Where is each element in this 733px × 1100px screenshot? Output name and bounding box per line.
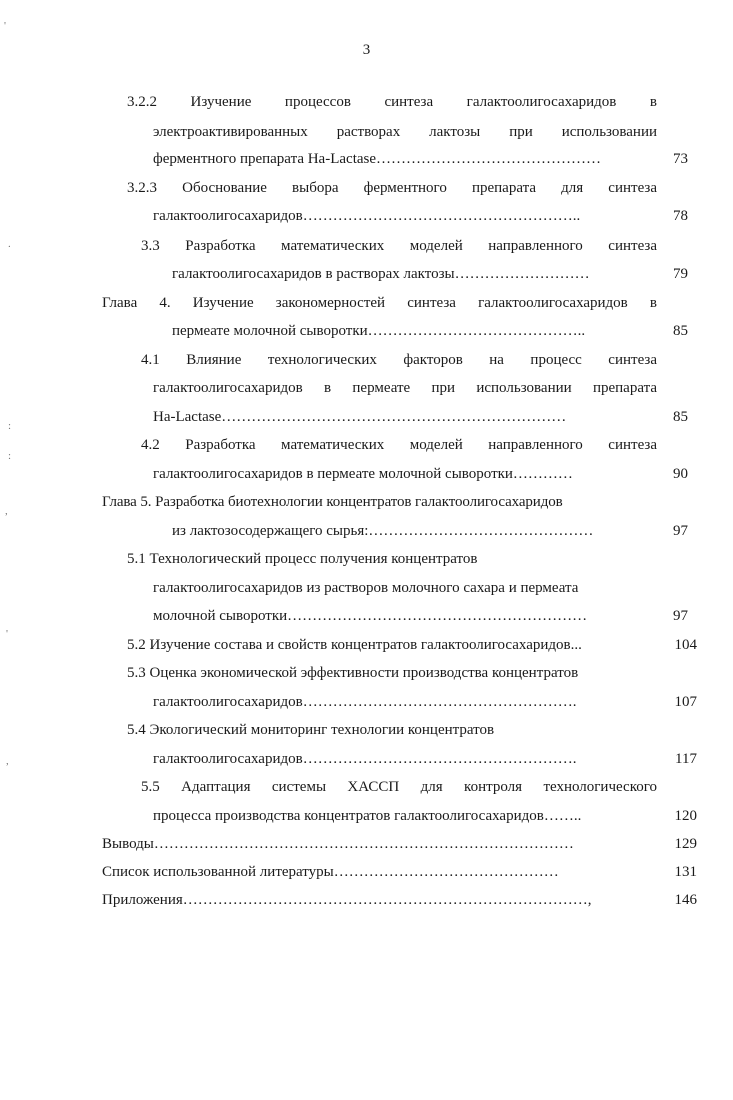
toc-line: 4.2 Разработка математических моделей направленного синтеза	[141, 437, 657, 453]
toc-line: 5.1 Технологический процесс получения концентратов	[127, 551, 478, 567]
scan-artifact: ,	[6, 755, 9, 767]
toc-line: 5.3 Оценка экономической эффективности производства концентратов	[127, 665, 579, 681]
toc-line: Глава 4. Изучение закономерностей синтеза галактоолигосахаридов в	[102, 295, 657, 311]
toc-page-number: 78	[673, 208, 688, 224]
toc-line: галактоолигосахаридов в пермеате молочной сыворотки…………	[153, 466, 573, 482]
toc-page-number: 85	[673, 323, 688, 339]
toc-line: Выводы…………………………………………………………………………	[102, 836, 574, 852]
toc-line: электроактивированных растворах лактозы при использовании	[153, 124, 657, 140]
toc-line: галактоолигосахаридов в растворах лактозы………………………	[172, 266, 590, 282]
toc-page-number: 131	[674, 864, 697, 880]
toc-page-number: 79	[673, 266, 688, 282]
toc-line: 5.2 Изучение состава и свойств концентратов галактоолигосахаридов...	[127, 637, 582, 653]
toc-page-number: 146	[674, 892, 697, 908]
toc-page-number: 129	[674, 836, 697, 852]
toc-page-number: 97	[673, 523, 688, 539]
scan-artifact: :	[8, 420, 12, 432]
toc-page-number: 120	[674, 808, 697, 824]
page-number: 3	[362, 42, 371, 58]
scan-artifact: '	[4, 20, 6, 32]
toc-line: галактоолигосахаридов……………………………………………….	[153, 694, 577, 710]
toc-line: 3.3 Разработка математических моделей направленного синтеза	[141, 238, 657, 254]
toc-line: галактоолигосахаридов в пермеате при использовании препарата	[153, 380, 657, 396]
toc-line: 5.5 Адаптация системы ХАССП для контроля технологического	[141, 779, 657, 795]
toc-page-number: 90	[673, 466, 688, 482]
toc-line: 4.1 Влияние технологических факторов на процесс синтеза	[141, 352, 657, 368]
toc-line: молочной сыворотки……………………………………………………	[153, 608, 588, 624]
toc-line: 3.2.2 Изучение процессов синтеза галактоолигосахаридов в	[127, 94, 657, 110]
toc-line: Глава 5. Разработка биотехнологии концентратов галактоолигосахаридов	[102, 494, 563, 510]
toc-page-number: 117	[675, 751, 697, 767]
toc-line: Приложения………………………………………………………………………,	[102, 892, 592, 908]
scan-artifact: .	[8, 238, 11, 250]
toc-line: 3.2.3 Обоснование выбора ферментного препарата для синтеза	[127, 180, 657, 196]
toc-line: процесса производства концентратов галактоолигосахаридов……..	[153, 808, 582, 824]
scan-artifact: ,	[5, 505, 8, 517]
toc-line: галактоолигосахаридов………………………………………………..	[153, 208, 581, 224]
toc-line: Список использованной литературы………………………………………	[102, 864, 559, 880]
toc-line: Ha-Lactase……………………………………………………………	[153, 409, 567, 425]
toc-line: галактоолигосахаридов из растворов молочного сахара и пермеата	[153, 580, 579, 596]
toc-page-number: 85	[673, 409, 688, 425]
toc-line: ферментного препарата Ha-Lactase………………………………………	[153, 151, 602, 167]
toc-page-number: 104	[674, 637, 697, 653]
toc-line: из лактозосодержащего сырья:………………………………………	[172, 523, 594, 539]
toc-page-number: 97	[673, 608, 688, 624]
scan-artifact: :	[8, 450, 12, 462]
toc-page-number: 107	[674, 694, 697, 710]
toc-line: галактоолигосахаридов……………………………………………….	[153, 751, 577, 767]
toc-line: 5.4 Экологический мониторинг технологии концентратов	[127, 722, 495, 738]
toc-line: пермеате молочной сыворотки……………………………………..	[172, 323, 586, 339]
toc-page-number: 73	[673, 151, 688, 167]
scan-artifact: '	[6, 628, 8, 640]
